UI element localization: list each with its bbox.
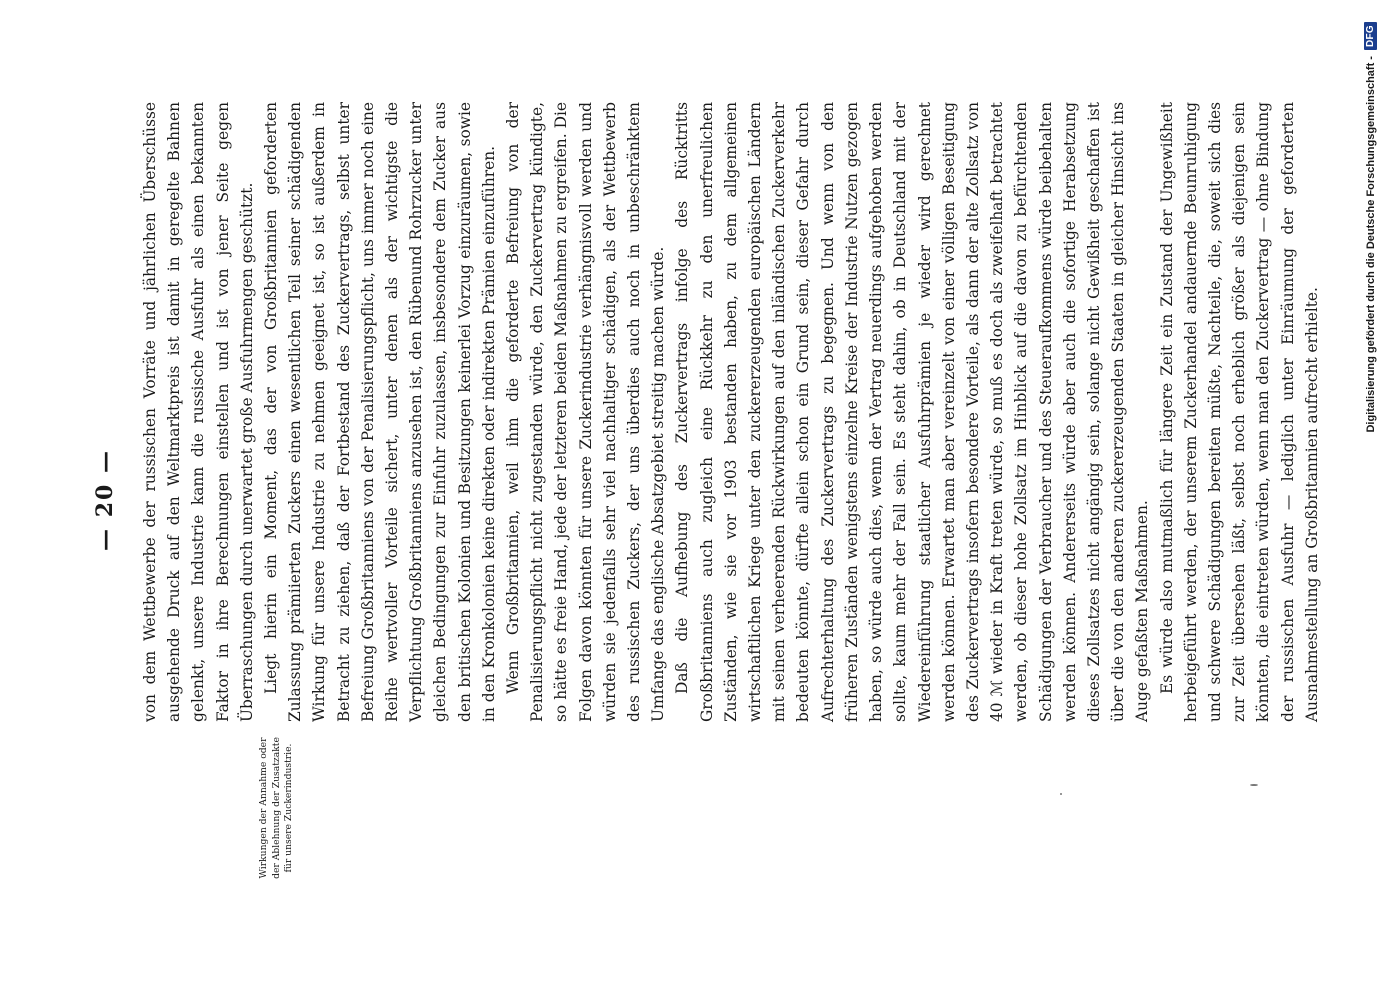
paragraph: Liegt hierin ein Moment, das der von Großbritannien geforderten Zulassung prämiierten Zuckers einen wesentlichen Teil seiner schädigenden Wirkung für unsere Industrie zu nehmen geeignet ist, so ist außerdem in Betracht zu ziehen, daß der Fortbestand des Zuckervertrags, selbst unter Befreiung Großbritanniens von der Penalisierungspflicht, uns immer noch eine Reihe wertvoller Vorteile sichert, unter denen als der wichtigste die Verpflichtung Großbritanniens anzusehen ist, den Rübenund Rohrzucker unter gleichen Bedingungen zur Einfuhr zuzulassen, insbesondere dem Zucker aus den britischen Kolonien und Besitzungen keinerlei Vorzug einzuräumen, sowie in den Kronkolonien keine direkten oder indirekten Prämien einzuführen.: [262, 102, 498, 722]
paragraph: Wenn Großbritannien, weil ihm die geforderte Befreiung von der Penalisierungspflicht nicht zugestanden würde, den Zuckervertrag kündigte, so hätte es freie Hand, jede der letzteren beiden Maßnahmen zu ergreifen. Die Folgen davon könnten für unsere Zuckerindustrie verhängnisvoll werden und würden sie jedenfalls sehr viel nachhaltiger schädigen, als der Wettbewerb des russischen Zuckers, der uns überdies auch noch in unbeschränktem Umfange das englische Absatzgebiet streitig machen würde.: [504, 102, 668, 722]
scan-speck: [1060, 793, 1062, 795]
paragraph: von dem Wettbewerbe der russischen Vorräte und jährlichen Überschüsse ausgehende Druck auf den Weltmarktpreis ist damit in geregelte Bahnen gelenkt, unsere Industrie kann die russische Ausfuhr als einen bekannten Faktor in ihre Berechnungen einstellen und ist von jener Seite gegen Überraschungen durch unerwartet große Ausfuhrmengen geschützt.: [141, 102, 256, 722]
page-number: — 20 —: [92, 449, 118, 551]
paragraph: Es würde also mutmaßlich für längere Zeit ein Zustand der Ungewißheit herbeigeführt werden, der unserem Zuckerhandel andauernde Beunruhigung und schwere Schädigungen bereiten müßte, Nachteile, die, soweit sich dies zur Zeit übersehen läßt, selbst noch erheblich größer als diejenigen sein könnten, die eintreten würden, wenn man den Zuckervertrag — ohne Bindung der russischen Ausfuhr — lediglich unter Einräumung der geforderten Ausnahmestellung an Großbritannien aufrecht erhielte.: [1157, 102, 1321, 722]
margin-note: Wirkungen der Annahme oder der Ablehnung der Zusatzakte für unsere Zuckerindustrie.: [258, 737, 294, 879]
body-text: [138, 102, 1324, 722]
digitization-credit: Digitalisierung gefördert durch die Deutsche Forschungsgemeinschaft -: [1364, 56, 1377, 433]
scan-speck: [1250, 784, 1258, 786]
digitization-footer: [1364, 22, 1377, 433]
paragraph: Daß die Aufhebung des Zuckervertrags infolge des Rücktritts Großbritanniens auch zugleich eine Rückkehr zu den unerfreulichen Zuständen, wie sie vor 1903 bestanden haben, zu dem allgemeinen wirtschaftlichen Kriege unter den zuckererzeugenden europäischen Ländern mit seinen verheerenden Rückwirkungen auf den inländischen Zuckerverkehr bedeuten könnte, dürfte allein schon ein Grund sein, dieser Gefahr durch Aufrechterhaltung des Zuckervertrags zu begegnen. Und wenn von den früheren Zuständen wenigstens einzelne Kreise der Industrie Nutzen gezogen haben, so würde auch dies, wenn der Vertrag neuerdings aufgehoben werden sollte, kaum mehr der Fall sein. Es steht dahin, ob in Deutschland mit der Wiedereinführung staatlicher Ausfuhrprämien je wieder wird gerechnet werden können. Erwartet man aber vereinzelt von einer völligen Beseitigung des Zuckervertrags insofern besondere Vorteile, als dann der alte Zollsatz von 40 ℳ wieder in Kraft treten würde, so muß es doch als zweifelhaft betrachtet werden, ob dieser hohe Zollsatz im Hinblick auf die davon zu befürchtenden Schädigungen der Verbraucher und des Steueraufkommens würde beibehalten werden können. Andererseits würde aber auch die sofortige Herabsetzung dieses Zollsatzes nicht angängig sein, solange nicht Gewißheit geschaffen ist über die von den anderen zuckererzeugenden Staaten in gleicher Hinsicht ins Auge gefaßten Maßnahmen.: [673, 102, 1152, 722]
dfg-logo: DFG: [1364, 22, 1377, 50]
